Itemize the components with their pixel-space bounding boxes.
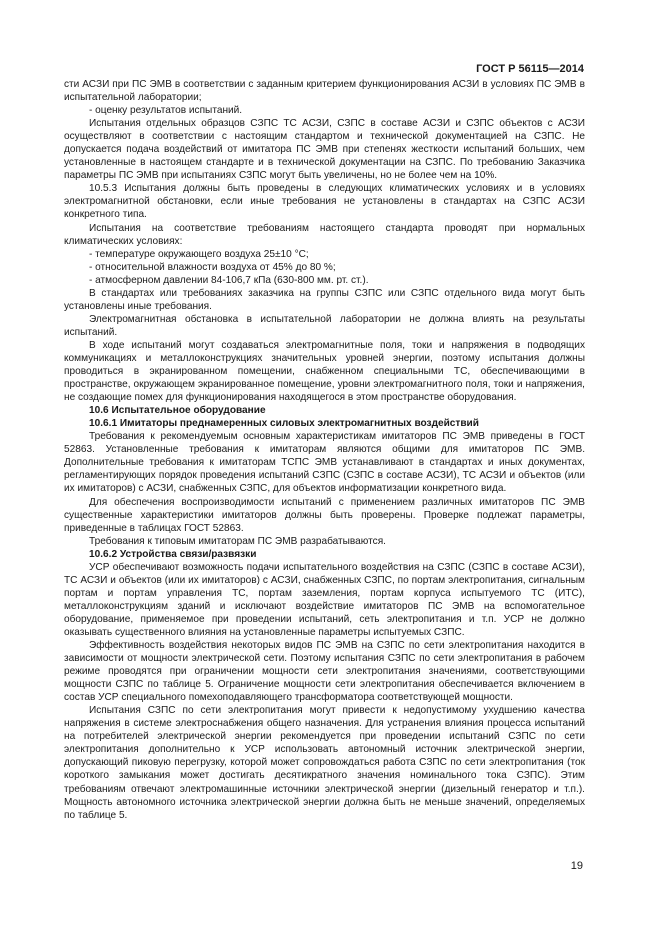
section-heading: 10.6 Испытательное оборудование [89,405,266,417]
section-heading: 10.6.1 Имитаторы преднамеренных силовых электромагнитных воздействий [89,418,479,430]
paragraph: - оценку результатов испытаний. [89,105,243,117]
page-number: 19 [570,860,583,872]
section-heading: 10.6.2 Устройства связи/развязки [89,548,257,560]
paragraph: - температуре окружающего воздуха 25±10 °С; [89,248,309,260]
paragraph: Для обеспечения воспроизводимости испытаний с применением различных имитаторов ПС ЭМВ существенные характеристики имитаторов должны быть проверены. Проверке подлежат параметры, приведенные в таблицах ГОСТ 52863. [64,496,585,534]
paragraph: Электромагнитная обстановка в испытательной лаборатории не должна влиять на результаты испытаний. [64,313,585,338]
paragraph: Требования к типовым имитаторам ПС ЭМВ разрабатываются. [89,535,386,547]
paragraph: - относительной влажности воздуха от 45% до 80 %; [89,261,336,273]
paragraph: сти АСЗИ при ПС ЭМВ в соответствии с заданным критерием функционирования АСЗИ в условиях ПС ЭМВ в испытательной лаборатории; [64,79,585,104]
document-code: ГОСТ Р 56115—2014 [476,63,584,75]
paragraph: В стандартах или требованиях заказчика на группы СЗПС или СЗПС отдельного вида могут быть установлены иные требования. [64,287,585,312]
paragraph: В ходе испытаний могут создаваться электромагнитные поля, токи и напряжения в подводящих коммуникациях и металлоконструкциях значительных уровней энергии, поэтому испытания должны проводиться в экранированном помещении, снабженном специальными ТС, обеспечивающими в пространстве, окружающем экранированное помещение, уровни электромагнитного поля, токи и напряжения, не создающие помех для функционирования находящегося в этом пространстве оборудования. [64,339,585,404]
document-body [64,78,585,822]
paragraph: Эффективность воздействия некоторых видов ПС ЭМВ на СЗПС по сети электропитания находится в зависимости от мощности электрической сети. Поэтому испытания СЗПС по сети электропитания в рабочем режиме проводятся при ограничении мощности сети электропитания значениями, соответствующими мощности СЗПС по таблице 5. Ограничение мощности сети электропитания обеспечивается включением в состав УСР специального помехоподавляющего трансформатора соответствующей мощности. [64,640,585,704]
paragraph: - атмосферном давлении 84-106,7 кПа (630-800 мм. рт. ст.). [89,274,369,286]
paragraph: Испытания на соответствие требованиям настоящего стандарта проводят при нормальных климатических условиях: [64,222,585,247]
paragraph: Требования к рекомендуемым основным характеристикам имитаторов ПС ЭМВ приведены в ГОСТ 52863. Установленные требования к имитаторам являются общими для имитаторов ПС ЭМВ. Дополнительные требования к имитаторам ТСПС ЭМВ устанавливают в стандартах и иных документах, регламентирующих порядок проведения испытаний СЗПС (СЗПС в составе АСЗИ), ТС АСЗИ и объектов (или их имитаторов) с АСЗИ, снабженных СЗПС, для объектов информатизации конкретного вида. [64,431,585,495]
paragraph: Испытания отдельных образцов СЗПС ТС АСЗИ, СЗПС в составе АСЗИ и СЗПС объектов с АСЗИ осуществляют в соответствии с настоящим стандартом и технической документацией на СЗПС. Не допускается подача воздействий от имитатора ПС ЭМВ при степенях жесткости испытаний больших, чем установленные в настоящем стандарте и в технической документации на СЗПС. По требованию Заказчика параметры ПС ЭМВ при испытаниях СЗПС могут быть увеличены, но не более чем на 10%. [64,118,585,182]
paragraph: Испытания СЗПС по сети электропитания могут привести к недопустимому ухудшению качества напряжения в системе электроснабжения общего назначения. Для устранения влияния процесса испытаний на потребителей электрической энергии рекомендуется при проведении испытаний СЗПС по сети электропитания дополнительно к УСР использовать автономный источник электрической энергии, допускающий пиковую перегрузку, которой может сопровождаться работа СЗПС по сети электропитания (ток короткого замыкания может достигать десятикратного значения номинального тока СЗПС). Этим требованиям отвечают электромашинные источники электрической энергии (дизельный генератор и т.п.). Мощность автономного источника электрической энергии должна быть не меньше значений, определяемых по таблице 5. [64,705,585,821]
paragraph: 10.5.3 Испытания должны быть проведены в следующих климатических условиях и в условиях электромагнитной обстановки, если иные требования не установлены в стандартах на СЗПС АСЗИ конкретного типа. [64,183,585,221]
paragraph: УСР обеспечивают возможность подачи испытательного воздействия на СЗПС (СЗПС в составе АСЗИ), ТС АСЗИ и объектов (или их имитаторов) с АСЗИ, снабженных СЗПС, по портам электропитания, сигнальным портам и портам управления ТС, портам заземления, портам корпуса испытуемого ТС (ИТС), металлоконструкциям зданий и исключают воздействие имитаторов ПС ЭМВ на вспомогательное оборудование, применяемое при проведении испытаний, сеть электропитания и т.п. УСР не должно оказывать существенного влияния на установленные параметры испытуемых СЗПС. [64,561,585,638]
